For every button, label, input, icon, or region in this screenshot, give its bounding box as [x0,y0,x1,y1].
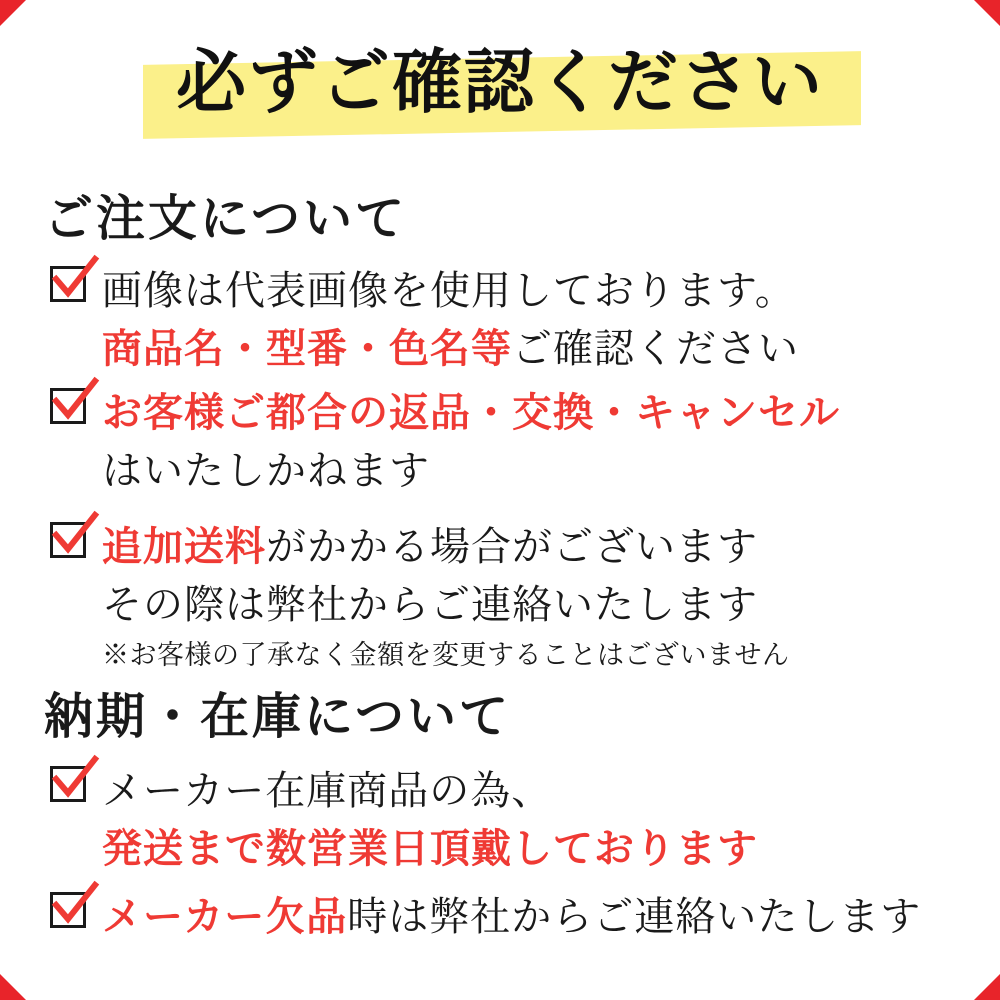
page-title-block [0,40,1000,124]
list-item-line: 発送まで数営業日頂戴しております [102,825,758,872]
list-item-line: お客様ご都合の返品・交換・キャンセル [102,389,840,436]
list-item-line-suffix: がかかる場合がございます [266,524,758,570]
checkbox-checked-icon [50,388,86,424]
list-item [50,762,980,878]
emphasis-text: 商品名・型番・色名等 [102,325,512,372]
list-item-line: その際は弊社からご連絡いたします [102,582,758,628]
list-item [50,888,980,946]
list-item-text [102,888,980,946]
list-item-line [102,888,980,946]
list-item [50,518,980,678]
list-item [50,384,980,500]
emphasis-text: メーカー欠品 [102,893,348,940]
corner-accent-top-left [0,0,26,26]
list-item-line-suffix: 時は弊社からご連絡いたします [347,894,922,940]
section-heading-order: ご注文について [44,189,408,247]
list-item-text [102,518,980,634]
checkbox-checked-icon [50,266,86,302]
corner-accent-bottom-right [974,974,1000,1000]
checkbox-checked-icon [50,892,86,928]
page-title: 必ずご確認ください [176,41,824,123]
emphasis-text: 追加送料 [102,523,266,570]
corner-accent-bottom-left [0,974,26,1000]
list-item-text [102,762,980,878]
list-item-line-suffix: ご確認ください [512,326,799,372]
checkbox-checked-icon [50,522,86,558]
list-item-text [102,262,980,378]
section-heading-stock: 納期・在庫について [44,687,512,745]
corner-accent-top-right [974,0,1000,26]
list-item-line [102,320,980,378]
list-item-line: メーカー在庫商品の為、 [102,768,553,814]
list-item [50,262,980,378]
list-item-note: ※お客様の了承なく金額を変更することはございません [102,640,790,671]
list-item-text [102,384,980,500]
checkbox-checked-icon [50,766,86,802]
list-item-line: はいたしかねます [102,448,430,494]
list-item-line: 画像は代表画像を使用しております。 [102,268,796,314]
list-item-line [102,518,980,576]
